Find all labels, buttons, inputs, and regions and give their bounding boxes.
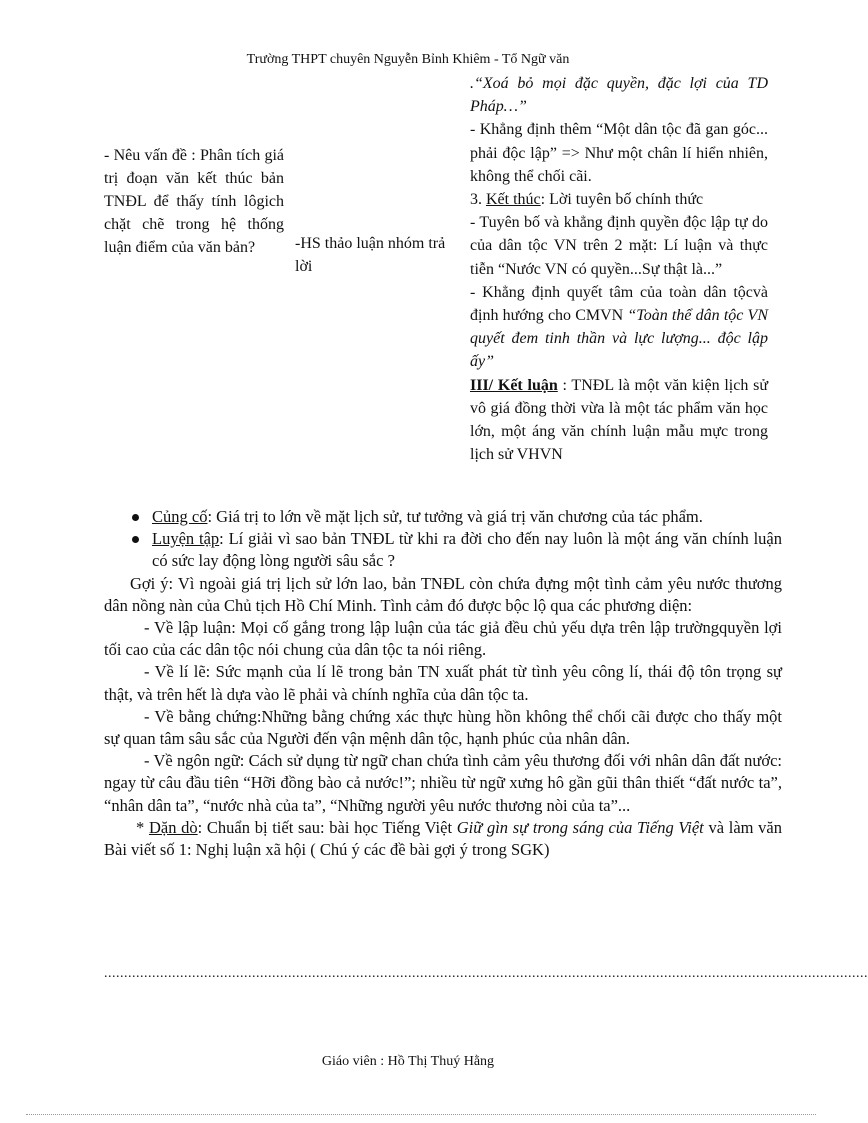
quote-xoa-bo: .“Xoá bỏ mọi đặc quyền, đặc lợi của TD Pháp…” (470, 75, 768, 116)
resolve-text: - Khẳng định quyết tâm của toàn dân tộcvà định hướng cho CMVN (470, 283, 768, 325)
bullet-icon (132, 514, 139, 521)
hint-argument: - Về lập luận: Mọi cố gắng trong lập luận của tác giả đều chủ yếu dựa trên lập trườngquyền lợi tối cao của các dân tộc nói chung của dân tộc ta nói riêng. (104, 618, 782, 660)
page-bottom-rule (26, 1114, 816, 1115)
dotted-separator: ............................................................................................................................................................................................... (104, 966, 868, 981)
ending-text: : Lời tuyên bố chính thức (540, 191, 704, 209)
main-body (104, 506, 782, 861)
conclusion-label: III/ Kết luận (470, 376, 558, 394)
homework-label: Dặn dò (148, 817, 198, 837)
homework-lesson: Giữ gìn sự trong sáng của Tiếng Việt (456, 817, 704, 837)
homework-paragraph (104, 817, 782, 861)
teacher-signature: Giáo viên : Hồ Thị Thuý Hằng (321, 1054, 495, 1069)
resolve-paragraph (470, 281, 768, 374)
content-cell (470, 72, 768, 466)
practice-label: Luyện tập (152, 529, 220, 549)
ending-number: 3. (470, 191, 486, 209)
resolve-quote: “Toàn thể dân tộc VN quyết đem tinh thần và lực lượng... độc lập ấy” (470, 307, 768, 371)
hint-evidence: - Về bằng chứng:Những bằng chứng xác thực hùng hồn không thể chối cãi được cho thấy một sự quan tâm sâu sắc của Người đến vận mệnh dân tộc, hạnh phúc của nhân dân. (104, 706, 782, 749)
hint-intro: Gợi ý: Vì ngoài giá trị lịch sử lớn lao, bản TNĐL còn chứa đựng một tình cảm yêu nước thương dân nồng nàn của Chủ tịch Hồ Chí Minh. Tình cảm đó được bộc lộ qua các phương diện: (104, 573, 782, 615)
affirm-paragraph: - Khẳng định thêm “Một dân tộc đã gan góc... phải độc lập” => Như một chân lí hiển nhiên, không thể chối cãi. (470, 121, 768, 185)
hint-language: - Về ngôn ngữ: Cách sử dụng từ ngữ chan chứa tình cảm yêu thương đối với nhân dân đất nước: ngay từ câu đầu tiên “Hỡi đồng bào cả nước!”; nhiều từ ngữ xưng hô gần gũi thân thiết “đất nước ta”, “nhân dân ta”, “nước nhà của ta”, “Những người yêu nước thương nòi của ta”... (104, 751, 782, 815)
practice-text: : Lí giải vì sao bản TNĐL từ khi ra đời cho đến nay luôn là một áng văn chính luận có sức lay động lòng người sâu sắc ? (152, 529, 782, 571)
conclusion-paragraph (470, 374, 768, 467)
question-cell: - Nêu vấn đề : Phân tích giá trị đoạn văn kết thúc bản TNĐL để thấy tính lôgich chặt chẽ trong hệ thống luận điểm của văn bản? (104, 147, 284, 256)
ending-label: Kết thúc (486, 191, 541, 209)
page-header: Trường THPT chuyên Nguyễn Bỉnh Khiêm - Tổ Ngữ văn (246, 52, 570, 67)
homework-text: : Chuẩn bị tiết sau: bài học Tiếng Việt (197, 817, 457, 837)
conclusion-text: : TNĐL là một văn kiện lịch sử vô giá đồng thời vừa là một tác phẩm văn học lớn, một áng văn chính luận mẫu mực trong lịch sử VHVN (470, 376, 768, 464)
hint-reason: - Về lí lẽ: Sức mạnh của lí lẽ trong bản TN xuất phát từ tình yêu công lí, thái độ tôn trọng sự thật, và trên hết là dựa vào lẽ phải và chính nghĩa của dân tộc ta. (104, 662, 782, 704)
list-item (104, 528, 782, 572)
review-list (104, 506, 782, 573)
consolidate-label: Củng cố (152, 507, 208, 526)
ending-heading (470, 188, 768, 211)
activity-cell: -HS thảo luận nhóm trả lời (295, 235, 446, 275)
homework-star: * (136, 817, 149, 837)
bullet-icon (132, 536, 139, 543)
homework-text2: và làm văn Bài viết số 1: Nghị luận xã hội ( Chú ý các đề bài gợi ý trong SGK) (104, 817, 783, 860)
consolidate-text: : Giá trị to lớn về mặt lịch sử, tư tưởng và giá trị văn chương của tác phẩm. (207, 507, 703, 526)
declare-paragraph: - Tuyên bố và khẳng định quyền độc lập tự do của dân tộc VN trên 2 mặt: Lí luận và thực tiễn “Nước VN có quyền...Sự thật là...” (470, 214, 768, 278)
list-item (104, 506, 782, 528)
